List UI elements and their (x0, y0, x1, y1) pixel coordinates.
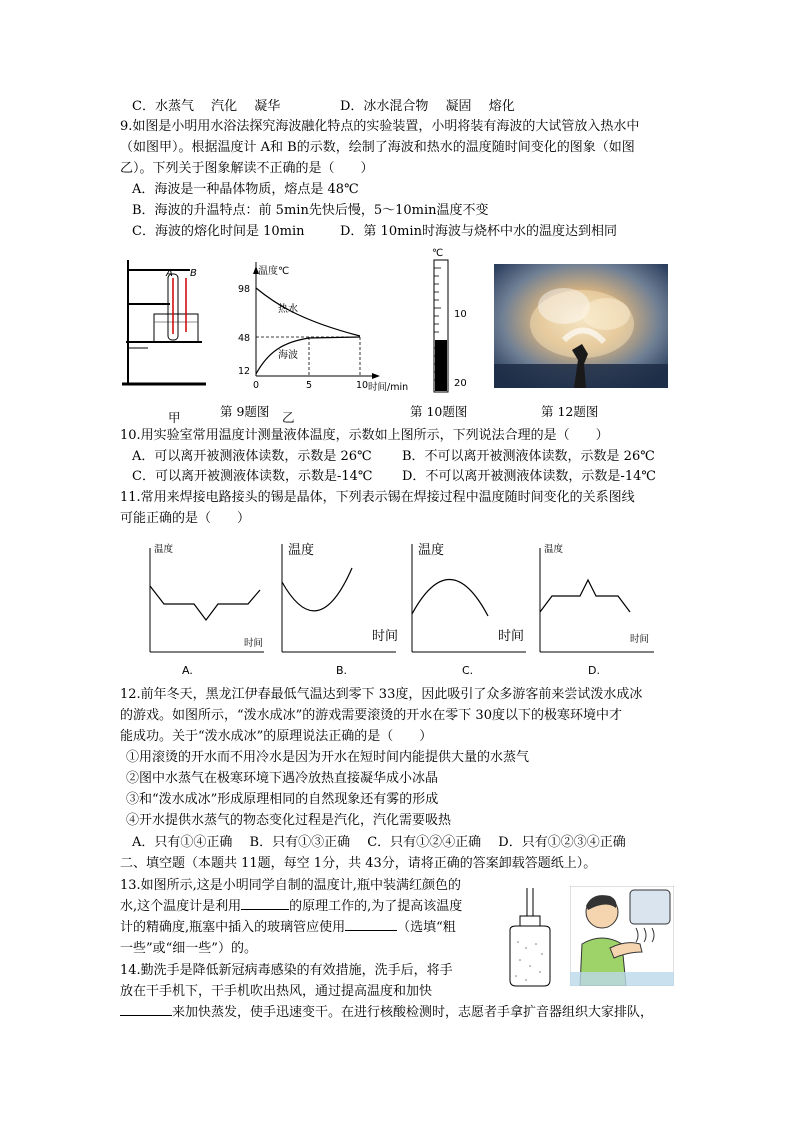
q12-stem-2: 的游戏。如图所示，“泼水成冰”的游戏需要滚烫的开水在零下 30度以下的极寒环境中才 (120, 708, 622, 723)
bottle (510, 926, 550, 986)
label-b: B (190, 268, 197, 279)
q12-item-1: ①用滚烫的开水而不用冷水是因为开水在短时间内能提供大量的水蒸气 (126, 750, 530, 765)
thermo-tick-20: 20 (454, 378, 467, 389)
graph-xtick-5: 5 (306, 380, 313, 391)
q9-option-d: D．第 10min时海波与烧杯中水的温度达到相同 (340, 224, 617, 239)
graph-d-label: D. (588, 664, 600, 677)
q10-option-b: B．不可以离开被测液体读数，示数是 26℃ (402, 449, 655, 464)
caption-jia: 甲 (168, 410, 181, 425)
q11-graph-c (402, 536, 530, 680)
q12-item-3: ③和“泼水成冰”形成原理相同的自然现象还有雾的形成 (126, 792, 439, 807)
sink (570, 972, 674, 986)
section-heading: 二、填空题（本题共 11题，每空 1分，共 43分，请将正确的答案卸载答题纸上）。 (120, 856, 597, 871)
q12-stem-1: 12.前年冬天，黑龙江伊春最低气温达到零下 33度，因此吸引了众多游客前来尝试泼水成冰 (120, 687, 643, 702)
q9-option-b: B．海波的升温特点：前 5min先快后慢，5～10min温度不变 (132, 203, 489, 218)
graph-b-ylabel: 温度 (288, 543, 315, 558)
q8-option-d: D．冰水混合物 凝固 熔化 (340, 99, 515, 114)
q13-line-3a: 计的精确度,瓶塞中插入的玻璃管应使用 (120, 920, 346, 935)
graph-c-curve (412, 579, 488, 616)
q9-option-a: A．海波是一种晶体物质，熔点是 48℃ (132, 182, 359, 197)
graph-ytick-48: 48 (238, 333, 251, 344)
q13-line-2 (120, 897, 462, 917)
graph-xtick-0: 0 (253, 380, 260, 391)
graph-a-curve (150, 586, 260, 620)
graph-x-arrow (372, 373, 380, 379)
graph-a-ylabel: 温度 (154, 544, 174, 555)
caption-fig9: 第 9题图 (220, 404, 270, 419)
thermo-unit: ℃ (432, 248, 444, 259)
homemade-thermometer-figure (496, 886, 566, 988)
q11-stem-1: 11.常用来焊接电路接头的锡是晶体，下列表示锡在焊接过程中温度随时间变化的关系图线 (120, 490, 635, 505)
graph-hot-water-label: 热水 (278, 304, 298, 315)
q13-blank-1[interactable] (241, 909, 289, 910)
graph-d-ylabel: 温度 (544, 544, 564, 555)
q8-option-c: C．水蒸气 汽化 凝华 (132, 99, 281, 114)
q12-stem-3: 能成功。关于“泼水成冰”的原理说法正确的是（ ） (120, 729, 433, 744)
graph-c-ylabel: 温度 (418, 543, 445, 558)
q9-stem-2: （如图甲）。根据温度计 A和 B的示数，绘制了海波和热水的温度随时间变化的图象（如图 (120, 140, 635, 155)
graph-c-label: C. (462, 664, 474, 677)
q10-option-d: D．不可以离开被测液体读数，示数是-14℃ (402, 469, 656, 484)
label-a: A (166, 268, 173, 279)
beaker (154, 314, 198, 342)
q11-graph-a (140, 540, 268, 680)
q9-stem-1: 9.如图是小明用水浴法探究海波融化特点的实验装置，小明将装有海波的大试管放入热水中 (120, 119, 640, 134)
graph-d-curve (540, 580, 630, 612)
graph-d-xlabel: 时间 (630, 634, 650, 645)
graph-xtick-10: 10 (356, 380, 369, 391)
bottle-stopper (520, 916, 540, 926)
graph-hot-water-curve (256, 288, 360, 336)
q13-line-2a: 水,这个温度计是利用 (120, 899, 242, 914)
graph-ytick-12: 12 (238, 366, 251, 377)
q14-line-2: 放在干手机下，干手机吹出热风，通过提高温度和加快 (120, 984, 433, 999)
dryer-body (630, 890, 670, 924)
graph-xlabel: 时间/min (368, 382, 409, 392)
q14-blank-1[interactable] (120, 1015, 172, 1016)
q14-line-1: 14.勤洗手是降低新冠病毒感染的有效措施，洗手后，将手 (120, 963, 453, 978)
q13-line-3 (120, 918, 456, 938)
graph-b-curve (282, 568, 352, 611)
graph-c-xlabel: 时间 (498, 629, 525, 644)
hypo-temperature-graph (228, 262, 418, 392)
q12-item-2: ②图中水蒸气在极寒环境下遇冷放热直接凝华成小冰晶 (126, 771, 439, 786)
q13-line-1: 13.如图所示,这是小明同学自制的温度计,瓶中装满红颜色的 (120, 878, 461, 893)
graph-hypo-curve (256, 337, 360, 374)
q13-line-4: 一些”或“细一些”）的。 (120, 941, 257, 956)
caption-fig10: 第 10题图 (410, 404, 468, 419)
graph-a-label: A. (182, 664, 193, 677)
caption-fig12: 第 12题图 (541, 404, 599, 419)
q14-line-3 (120, 1003, 653, 1023)
q10-option-c: C．可以离开被测液体读数，示数是-14℃ (132, 469, 373, 484)
hand-dryer-figure (570, 886, 674, 986)
q11-graph-b (272, 536, 400, 680)
q9-stem-3: 乙）。下列关于图象解读不正确的是（ ） (120, 161, 374, 176)
q10-option-a: A．可以离开被测液体读数，示数是 26℃ (132, 449, 372, 464)
graph-ylabel: 温度℃ (258, 266, 290, 277)
q13-line-2b: 的原理工作的,为了提高该温度 (289, 899, 463, 914)
q12-item-4: ④开水提供水蒸气的物态变化过程是汽化，汽化需要吸热 (126, 813, 452, 828)
graph-b-xlabel: 时间 (372, 629, 399, 644)
q13-line-3b: （选填“粗 (397, 920, 456, 935)
thermo-tick-10: 10 (454, 309, 467, 320)
q14-line-3b: 来加快蒸发，使手迅速变干。在进行核酸检测时，志愿者手拿扩音器组织大家排队， (172, 1005, 654, 1020)
graph-ytick-98: 98 (238, 284, 251, 295)
q10-stem: 10.用实验室常用温度计测量液体温度，示数如上图所示，下列说法合理的是（ ） (120, 428, 609, 443)
q11-stem-2: 可能正确的是（ ） (120, 511, 251, 526)
splash-ice-photo (494, 264, 668, 388)
graph-a-xlabel: 时间 (244, 638, 264, 649)
q12-options: A．只有①④正确 B．只有①③正确 C．只有①②④正确 D．只有①②③④正确 (132, 835, 626, 850)
graph-b-label: B. (336, 664, 348, 677)
q13-blank-2[interactable] (345, 930, 397, 931)
caption-yi: 乙 (282, 410, 295, 425)
q9-option-c: C．海波的熔化时间是 10min (132, 224, 305, 239)
q11-graph-d (530, 540, 658, 680)
graph-hypo-label: 海波 (278, 350, 298, 361)
thermometer-figure (418, 244, 478, 394)
apparatus-figure (120, 252, 210, 392)
